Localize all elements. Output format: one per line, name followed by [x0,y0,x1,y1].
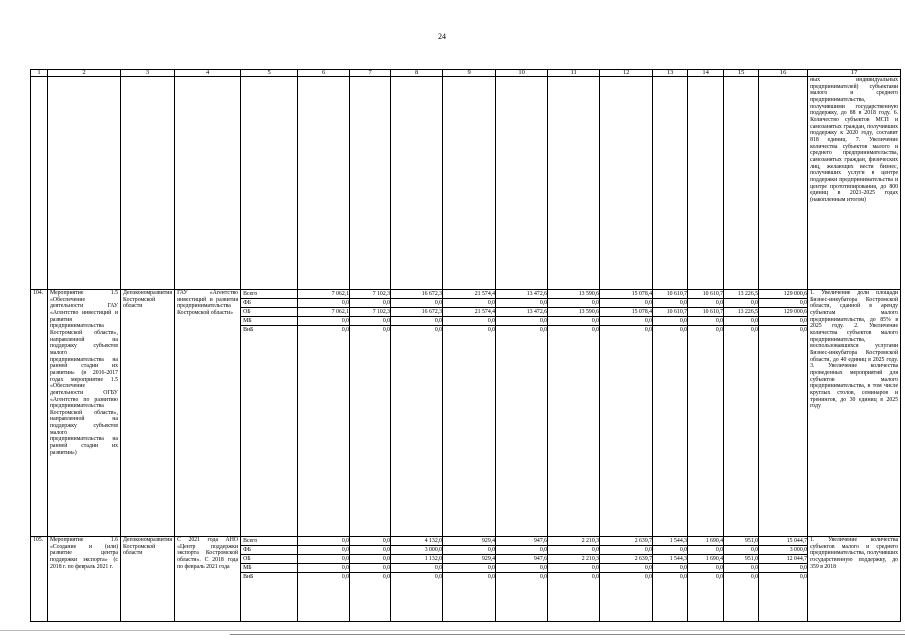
value-cell: 21 574,4 [443,290,495,299]
value-cell: 10 610,7 [653,308,687,317]
value-cell: 0,0 [600,546,652,555]
result-cell: 1. Увеличение количества субъектов малого и среднего предпринимательства, получивших государственную поддержку, до 359 в 2018 [808,537,901,622]
participant: ГАУ «Агентство инвестиций и развития предпринимательства Костромской области» [175,290,241,537]
col-header: 8 [391,70,443,77]
value-cell: 0,0 [679,574,688,580]
col-header: 15 [724,70,759,77]
value-cell: 0,0 [391,564,442,573]
value-cell: 13 590,6 [548,290,599,299]
value-cell: 0,0 [391,317,442,326]
year-values [653,537,688,622]
value-cell: 0,0 [298,564,349,573]
value-cell: 0,0 [298,546,349,555]
year-values [724,290,759,537]
value-cell: 0,0 [350,564,390,573]
value-cell: 0,0 [799,327,808,333]
year-values [391,290,443,537]
value-cell: 0,0 [688,564,723,573]
year-values [600,537,653,622]
value-cell: 929,4 [443,555,495,564]
value-cell: 0,0 [443,546,495,555]
value-cell: 0,0 [548,564,599,573]
value-cell: 0,0 [434,574,443,580]
value-cell: 0,0 [679,327,688,333]
measure-name: Мероприятие 1.5 «Обеспечение деятельности ГАУ «Агентство инвестиций и развития предпринимательства Костромской области», направленной на поддержку субъектов малого предпринимательства на ранней стадии их развития» (в 2016-2017 годах мероприятие 1.5 «Обеспечение деятельности ОГБУ «Агентство по развитию предпринимательства Костромской области», направленной на поддержку субъектов малого предпринимательства на ранней стадии их развития») [48,290,121,537]
value-cell: 0,0 [298,537,349,546]
value-cell: 0,0 [443,317,495,326]
year-values [350,537,391,622]
value-cell: 21 574,4 [443,308,495,317]
source-label: ВнБ [243,574,254,580]
value-cell: 0,0 [298,299,349,308]
value-cell: 0,0 [799,574,808,580]
value-cell: 15 078,4 [600,290,652,299]
year-values [688,537,724,622]
value-cell: 0,0 [487,574,496,580]
year-values [653,290,688,537]
value-cell: 0,0 [750,327,759,333]
col-header: 6 [298,70,350,77]
value-cell: 0,0 [298,317,349,326]
value-cell: 0,0 [341,327,350,333]
value-cell: 0,0 [298,555,349,564]
value-cell: 0,0 [715,574,724,580]
value-cell: 929,4 [443,537,495,546]
value-cell: 4 132,0 [391,537,442,546]
year-values [496,290,548,537]
value-cell: 0,0 [759,564,807,573]
value-cell: 0,0 [496,546,547,555]
value-cell: 15 078,4 [600,308,652,317]
value-cell: 1 690,4 [688,555,723,564]
value-cell: 0,0 [724,546,758,555]
col-header: 9 [443,70,496,77]
value-cell: 0,0 [350,299,390,308]
value-cell: 129 000,6 [759,308,807,317]
value-cell: 0,0 [653,546,687,555]
source-label: МБ [241,564,297,573]
header-row [31,70,901,77]
value-cell: 0,0 [341,574,350,580]
value-cell: 0,0 [688,317,723,326]
value-cell: 0,0 [600,317,652,326]
value-cell: 0,0 [653,564,687,573]
col-header: 3 [121,70,175,77]
value-cell: 0,0 [391,299,442,308]
source-label: Всего [241,537,297,546]
value-cell: 16 672,3 [391,290,442,299]
value-cell: 13 226,5 [724,290,758,299]
result-cell: 1. Увеличение доли площади Бизнес-инкубатора Костромской области, сданной в аренду субъектам малого предпринимательства, до 85% в 2025 году. 2. Увеличение количества субъектов малого предпринимательства, воспользовавшихся услугами Бизнес-инкубатора Костромской области, до 40 единиц в 2025 году. 3. Увеличение количества проведенных мероприятий для субъектов малого предпринимательства, в том числе круглых столов, семинаров и тренингов, до 30 единиц в 2025 году [808,290,901,537]
value-cell: 2 210,3 [548,537,599,546]
page-number: 24 [438,32,446,41]
value-cell: 0,0 [382,327,391,333]
value-cell: 15 044,7 [759,537,807,546]
result-cell: ных индивидуальных предпринимателей) субъектами малого и среднего предпринимательства, получившими государственную поддержку, до 88 в 2018 году. 6. Количество субъектов МСП и самозанятых граждан, получивших поддержку к 2020 году, составит 818 единиц. 7. Увеличение количества субъектов малого и среднего предпринимательства, самозанятых граждан, физических лиц, желающих вести бизнес, получивших услуги в центре поддержки предпринимательства и центре прототипирования, до 800 единиц в 2021-2025 годах (накопленным итогом) [808,77,901,290]
value-cell: 0,0 [715,327,724,333]
value-cell: 13 472,6 [496,290,547,299]
value-cell: 0,0 [496,564,547,573]
value-cell: 0,0 [487,327,496,333]
value-cell: 0,0 [759,299,807,308]
continuation-row [31,77,901,290]
col-header: 12 [600,70,653,77]
total-values [759,537,808,622]
value-cell: 16 672,3 [391,308,442,317]
value-cell: 129 000,6 [759,290,807,299]
col-header: 2 [48,70,121,77]
value-cell: 0,0 [443,564,495,573]
value-cell: 0,0 [539,327,548,333]
value-cell: 7 062,1 [298,308,349,317]
value-cell: 0,0 [724,564,758,573]
value-cell: 0,0 [548,299,599,308]
col-header: 4 [175,70,241,77]
value-cell: 0,0 [350,555,390,564]
scan-edge-line [0,630,905,631]
value-cell: 0,0 [600,299,652,308]
value-cell: 2 210,3 [548,555,599,564]
source-label: ВнБ [243,327,254,333]
year-values [600,290,653,537]
value-cell: 10 610,7 [653,290,687,299]
value-cell: 7 062,1 [298,290,349,299]
value-cell: 0,0 [724,317,758,326]
value-cell: 0,0 [688,546,723,555]
executor: Депэкономразвития Костромской области [121,290,175,537]
source-label: ФБ [241,546,297,555]
col-header: 11 [548,70,600,77]
value-cell: 1 690,4 [688,537,723,546]
value-cell: 3 000,0 [759,546,807,555]
year-values [443,290,496,537]
funding-sources [241,537,298,622]
value-cell: 0,0 [539,574,548,580]
value-cell: 0,0 [591,574,600,580]
value-cell: 7 102,3 [350,308,390,317]
year-values [548,537,600,622]
row-number: 105. [31,537,48,622]
value-cell: 0,0 [443,299,495,308]
year-values [350,290,391,537]
value-cell: 0,0 [548,546,599,555]
value-cell: 0,0 [382,574,391,580]
col-header: 10 [496,70,548,77]
year-values [496,537,548,622]
col-header: 17 [808,70,901,77]
participant: С 2021 года АНО «Центр поддержки экспорта Костромской области». С 2018 года по февраль 2021 года [175,537,241,622]
value-cell: 951,0 [724,537,758,546]
value-cell: 0,0 [350,546,390,555]
value-cell: 0,0 [653,299,687,308]
value-cell: 0,0 [591,327,600,333]
value-cell: 0,0 [653,317,687,326]
value-cell: 0,0 [644,574,653,580]
value-cell: 947,6 [496,555,547,564]
source-label: Всего [241,290,297,299]
value-cell: 0,0 [688,299,723,308]
value-cell: 7 102,3 [350,290,390,299]
total-values [759,290,808,537]
value-cell: 3 000,0 [391,546,442,555]
measure-name: Мероприятие 1.6 «Создание и (или) развитие центра поддержки экспорта» (с 2018 г. по февраль 2021 г. [48,537,121,622]
source-label: ОБ [241,308,297,317]
col-header: 16 [759,70,808,77]
value-cell: 12 044,7 [759,555,807,564]
value-cell: 0,0 [750,574,759,580]
value-cell: 2 639,7 [600,555,652,564]
program-table [30,69,901,622]
value-cell: 0,0 [600,564,652,573]
table-row [31,290,901,537]
year-values [724,537,759,622]
value-cell: 0,0 [350,537,390,546]
funding-sources [241,290,298,537]
value-cell: 0,0 [350,317,390,326]
year-values [391,537,443,622]
col-header: 5 [241,70,298,77]
value-cell: 947,6 [496,537,547,546]
value-cell: 10 610,7 [688,308,723,317]
year-values [548,290,600,537]
value-cell: 10 610,7 [688,290,723,299]
source-label: ОБ [241,555,297,564]
value-cell: 2 639,7 [600,537,652,546]
scan-edge-line [230,634,905,635]
value-cell: 0,0 [496,299,547,308]
year-values [298,290,350,537]
value-cell: 0,0 [496,317,547,326]
executor: Депэкономразвития Костромской области [121,537,175,622]
value-cell: 0,0 [434,327,443,333]
value-cell: 13 226,5 [724,308,758,317]
row-number: 104. [31,290,48,537]
col-header: 7 [350,70,391,77]
col-header: 1 [31,70,48,77]
value-cell: 1 544,3 [653,555,687,564]
col-header: 14 [688,70,724,77]
value-cell: 951,0 [724,555,758,564]
year-values [298,537,350,622]
value-cell: 1 544,3 [653,537,687,546]
year-values [443,537,496,622]
source-label: МБ [241,317,297,326]
value-cell: 13 590,6 [548,308,599,317]
value-cell: 0,0 [644,327,653,333]
source-label: ФБ [241,299,297,308]
value-cell: 0,0 [724,299,758,308]
value-cell: 1 132,0 [391,555,442,564]
col-header: 13 [653,70,688,77]
value-cell: 0,0 [759,317,807,326]
value-cell: 13 472,6 [496,308,547,317]
table-row [31,537,901,622]
year-values [688,290,724,537]
value-cell: 0,0 [548,317,599,326]
